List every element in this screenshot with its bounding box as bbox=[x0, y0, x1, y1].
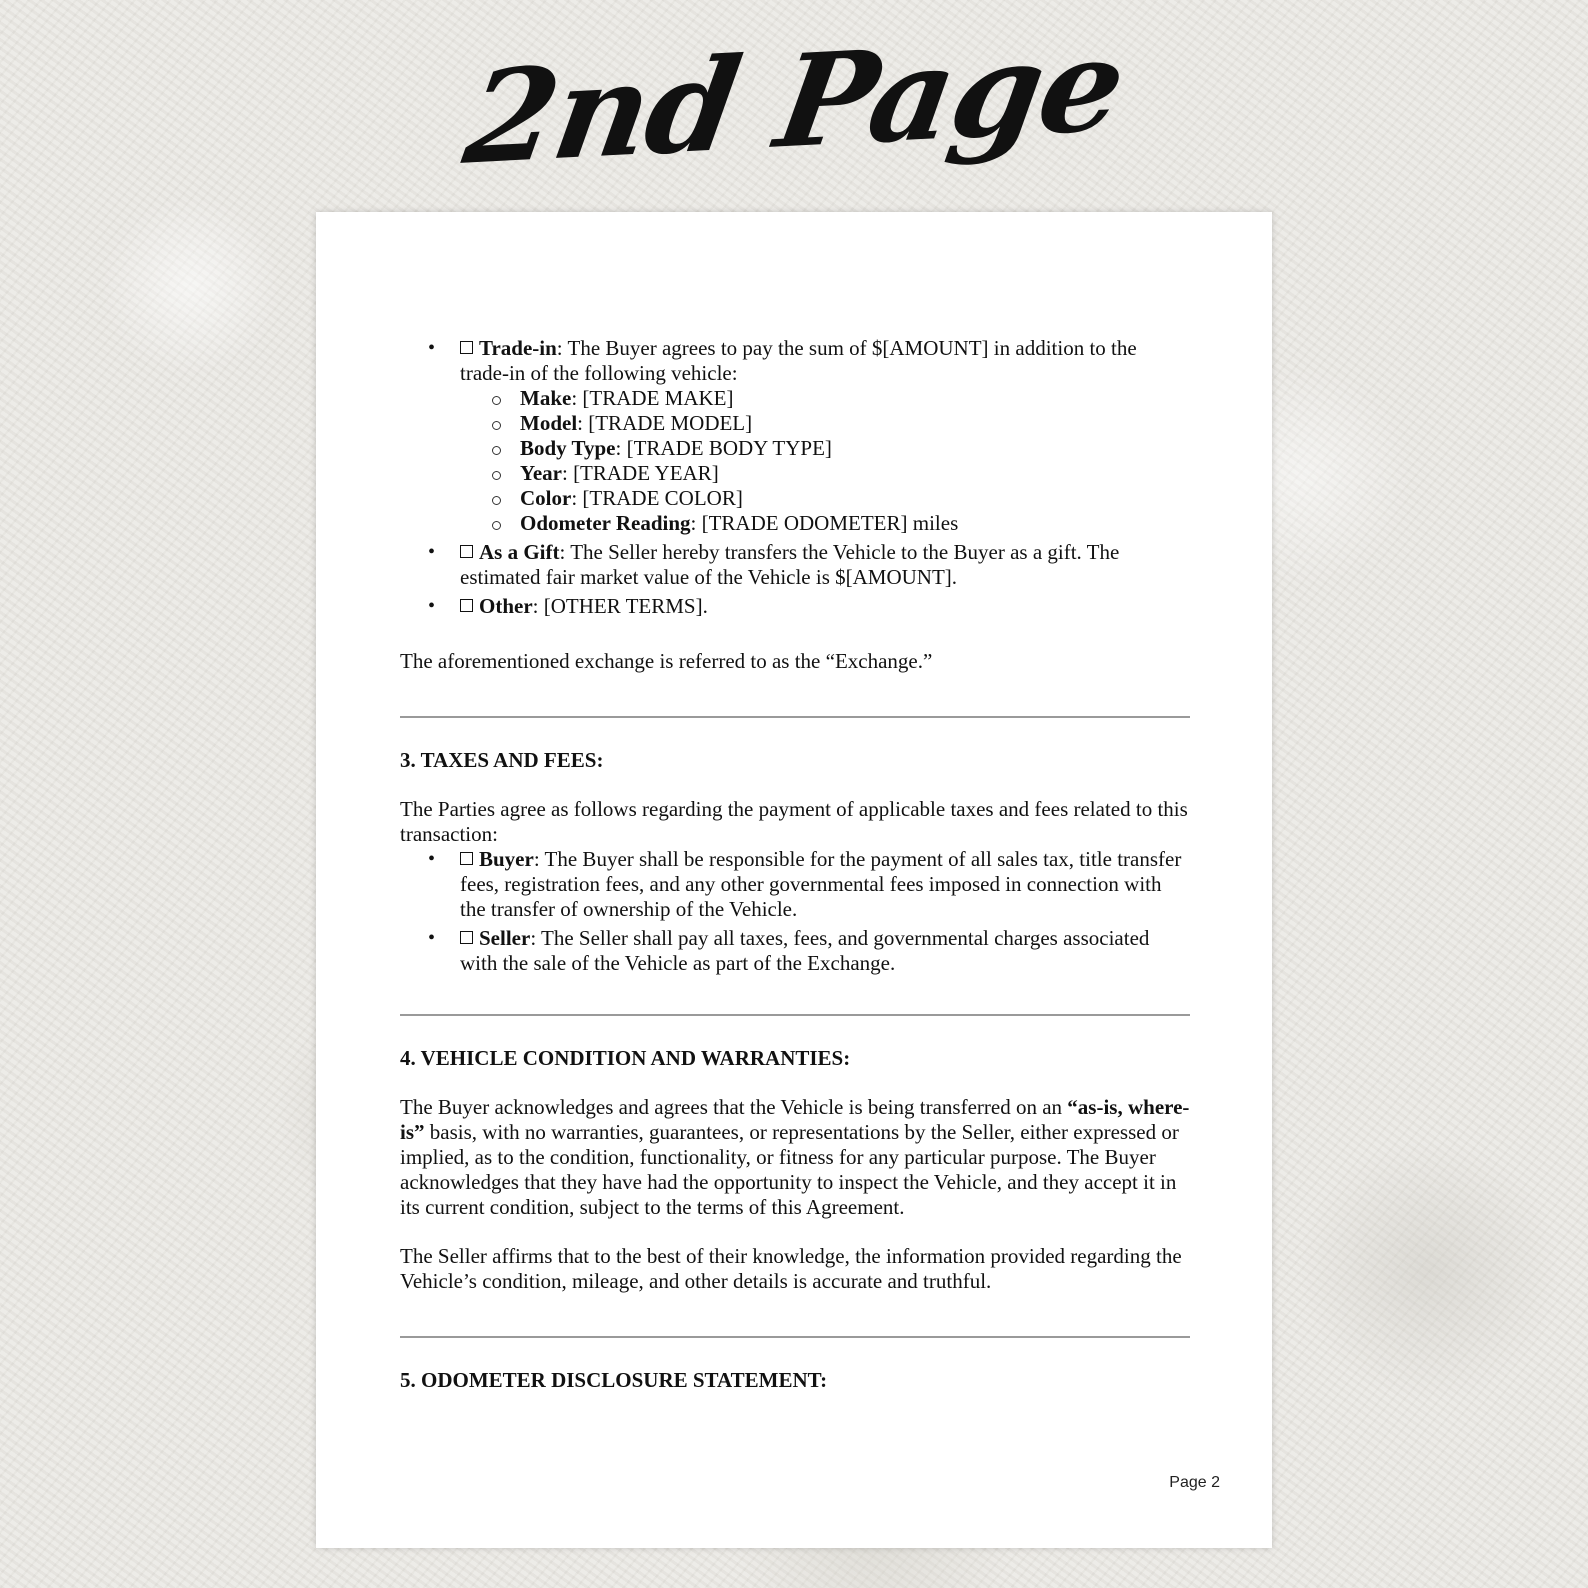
document-page bbox=[316, 212, 1272, 1548]
banner-title: 2nd Page bbox=[455, 10, 1133, 194]
trade-vehicle-fields bbox=[460, 386, 1190, 536]
checkbox-icon bbox=[460, 931, 473, 944]
section-divider bbox=[400, 1014, 1190, 1016]
field-label: Odometer Reading bbox=[520, 511, 691, 535]
option-text: : The Seller shall pay all taxes, fees, and governmental charges associated with the sale of the Vehicle as part of the Exchange. bbox=[460, 926, 1150, 975]
banner bbox=[0, 12, 1588, 212]
field-label: Color bbox=[520, 486, 572, 510]
list-item bbox=[460, 411, 1190, 436]
field-label: Year bbox=[520, 461, 562, 485]
tax-options-list bbox=[400, 847, 1190, 976]
document-content bbox=[400, 336, 1190, 1393]
section-paragraph: The Seller affirms that to the best of their knowledge, the information provided regarding the Vehicle’s condition, mileage, and other details is accurate and truthful. bbox=[400, 1244, 1182, 1293]
section-paragraph: The Parties agree as follows regarding the payment of applicable taxes and fees related to this transaction: bbox=[400, 797, 1188, 846]
checkbox-icon bbox=[460, 852, 473, 865]
option-label: Seller bbox=[479, 926, 531, 950]
field-value: : [TRADE COLOR] bbox=[571, 486, 743, 510]
section-divider bbox=[400, 716, 1190, 718]
checkbox-icon bbox=[460, 341, 473, 354]
section-paragraph bbox=[400, 1095, 1190, 1220]
page-number: Page 2 bbox=[1169, 1474, 1220, 1491]
field-label: Make bbox=[520, 386, 572, 410]
exchange-note: The aforementioned exchange is referred to as the “Exchange.” bbox=[400, 649, 933, 673]
section-heading: 4. VEHICLE CONDITION AND WARRANTIES: bbox=[400, 1046, 851, 1070]
option-text: : The Seller hereby transfers the Vehicle to the Buyer as a gift. The estimated fair market value of the Vehicle is $[AMOUNT]. bbox=[460, 540, 1120, 589]
option-label: Trade-in bbox=[479, 336, 557, 360]
list-item bbox=[460, 386, 1190, 411]
field-value: : [TRADE ODOMETER] miles bbox=[690, 511, 959, 535]
section-heading: 3. TAXES AND FEES: bbox=[400, 748, 604, 772]
field-value: : [TRADE BODY TYPE] bbox=[615, 436, 832, 460]
option-label: As a Gift bbox=[479, 540, 560, 564]
checkbox-icon bbox=[460, 545, 473, 558]
list-item bbox=[460, 461, 1190, 486]
option-text: : The Buyer agrees to pay the sum of $[AMOUNT] in addition to the trade-in of the following vehicle: bbox=[460, 336, 1137, 385]
option-text: : [OTHER TERMS]. bbox=[532, 594, 708, 618]
paragraph-text: The Buyer acknowledges and agrees that the Vehicle is being transferred on an bbox=[400, 1095, 1068, 1119]
field-label: Body Type bbox=[520, 436, 616, 460]
paragraph-emphasis: “as-is, where-is” bbox=[400, 1095, 1190, 1144]
paragraph-text: basis, with no warranties, guarantees, or representations by the Seller, either expressed or implied, as to the condition, functionality, or fitness for any particular purpose. The Buyer acknowledges that they have had the opportunity to inspect the Vehicle, and they accept it in its current condition, subject to the terms of this Agreement. bbox=[400, 1120, 1179, 1219]
section-heading: 5. ODOMETER DISCLOSURE STATEMENT: bbox=[400, 1368, 828, 1392]
field-label: Model bbox=[520, 411, 578, 435]
list-item bbox=[400, 926, 1190, 976]
list-item bbox=[400, 847, 1190, 922]
option-text: : The Buyer shall be responsible for the payment of all sales tax, title transfer fees, registration fees, and any other governmental fees imposed in connection with the transfer of ownership of the Vehicle. bbox=[460, 847, 1182, 921]
list-item bbox=[460, 486, 1190, 511]
field-value: : [TRADE MODEL] bbox=[577, 411, 753, 435]
payment-options-list bbox=[400, 336, 1190, 619]
checkbox-icon bbox=[460, 599, 473, 612]
option-label: Buyer bbox=[479, 847, 534, 871]
section-divider bbox=[400, 1336, 1190, 1338]
list-item bbox=[400, 540, 1190, 590]
list-item bbox=[400, 594, 1190, 619]
field-value: : [TRADE YEAR] bbox=[561, 461, 719, 485]
list-item bbox=[460, 511, 1190, 536]
field-value: : [TRADE MAKE] bbox=[571, 386, 734, 410]
list-item bbox=[460, 436, 1190, 461]
option-label: Other bbox=[479, 594, 533, 618]
list-item bbox=[400, 336, 1190, 536]
